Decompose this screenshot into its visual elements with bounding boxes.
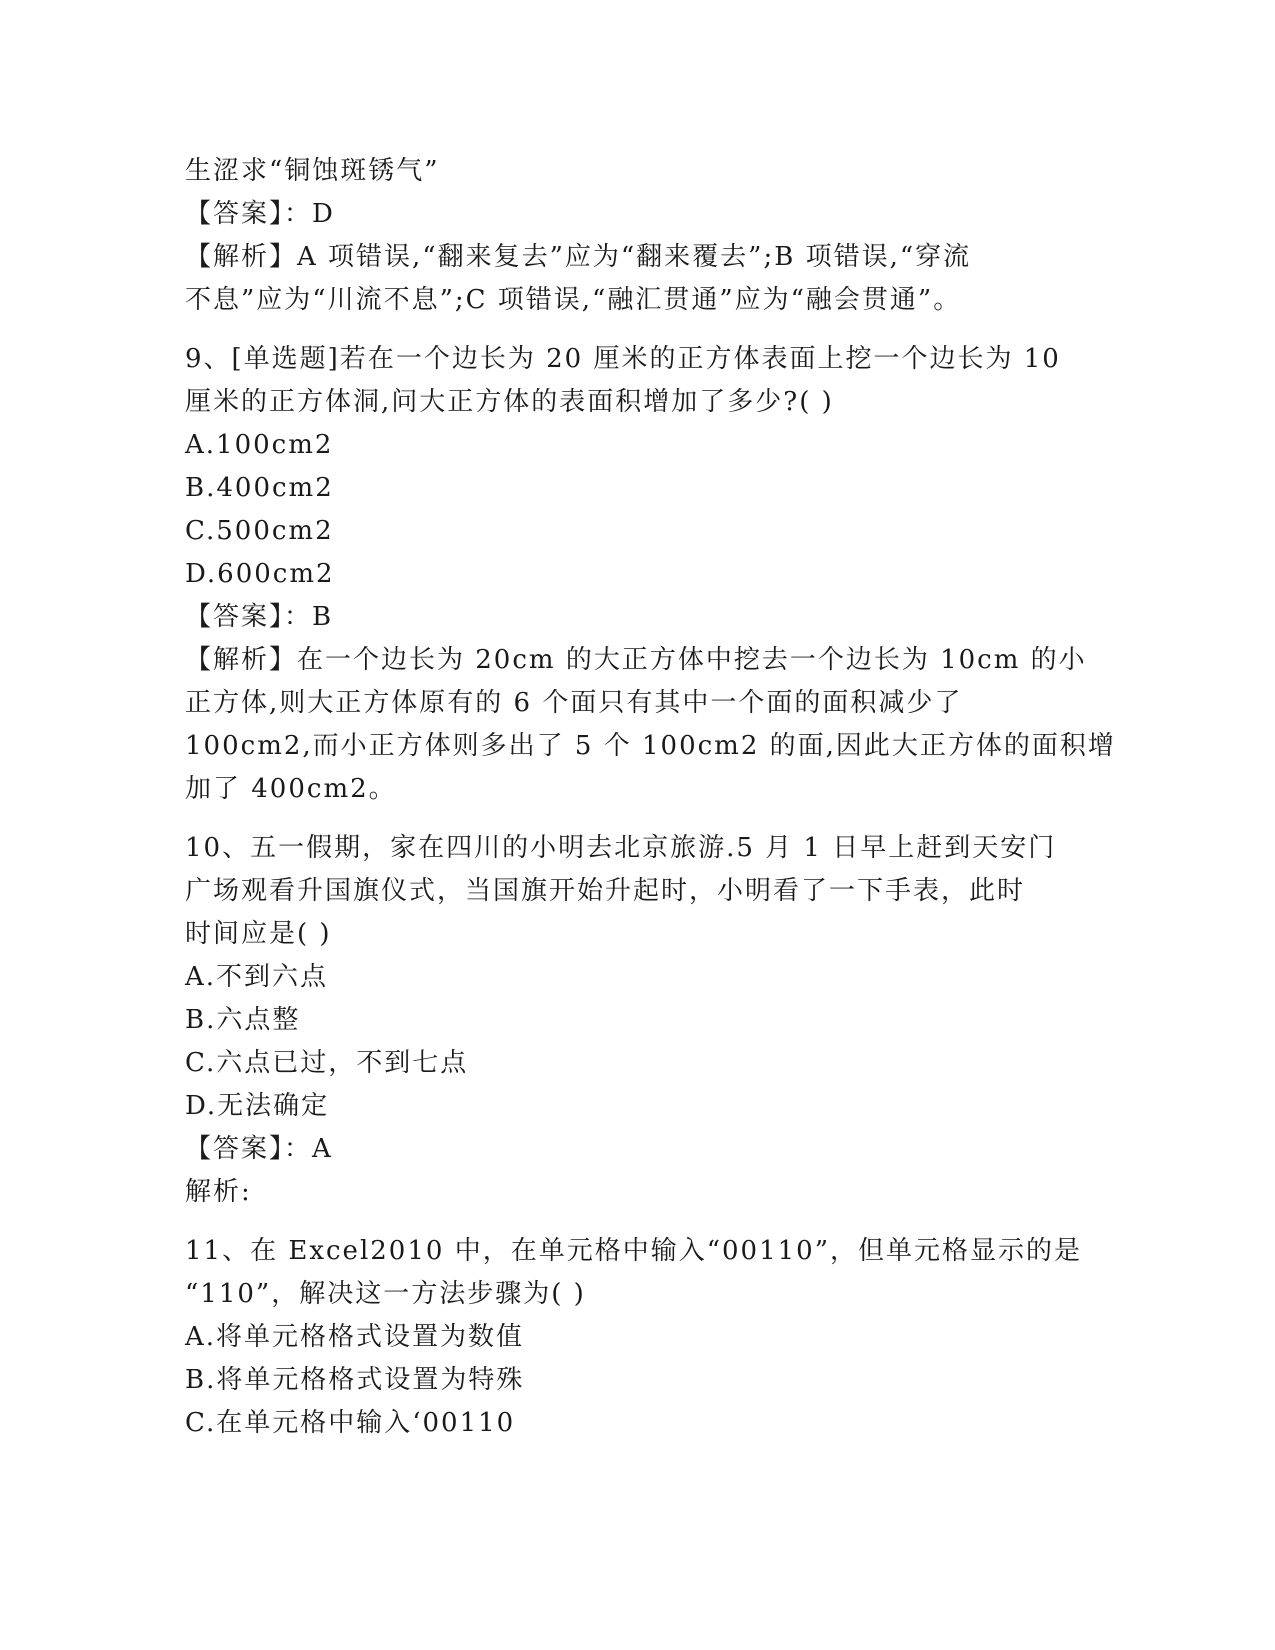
question-10-option-c: C.六点已过，不到七点 — [185, 1048, 469, 1078]
question-9-answer: 【答案】：B — [185, 602, 334, 632]
question-10-stem-line: 10、五一假期，家在四川的小明去北京旅游.5 月 1 日早上赶到天安门 — [185, 833, 1057, 863]
question-10-answer: 【答案】：A — [185, 1134, 333, 1164]
question-11-option-a: A.将单元格格式设置为数值 — [185, 1322, 525, 1352]
question-9-stem-line: 9、[单选题]若在一个边长为 20 厘米的正方体表面上挖一个边长为 10 — [185, 344, 1061, 374]
question-10 — [185, 827, 1085, 1214]
question-9-option-a: A.100cm2 — [185, 430, 334, 460]
question-10-stem-line: 时间应是( ) — [185, 919, 332, 949]
question-9-option-d: D.600cm2 — [185, 559, 335, 589]
question-10-option-b: B.六点整 — [185, 1005, 301, 1035]
question-10-option-a: A.不到六点 — [185, 962, 329, 992]
question-10-analysis: 解析: — [185, 1177, 252, 1207]
question-9-analysis-line: 100cm2,而小正方体则多出了 5 个 100cm2 的面,因此大正方体的面积增 — [185, 731, 1116, 761]
question-8-answer: 【答案】：D — [185, 199, 335, 229]
question-9-option-b: B.400cm2 — [185, 473, 334, 503]
question-11-stem-line: 11、在 Excel2010 中，在单元格中输入“00110”，但单元格显示的是 — [185, 1236, 1082, 1266]
question-9 — [185, 338, 1116, 811]
question-9-option-c: C.500cm2 — [185, 516, 334, 546]
question-9-analysis-line: 【解析】在一个边长为 20cm 的大正方体中挖去一个边长为 10cm 的小 — [185, 645, 1087, 675]
question-11-option-b: B.将单元格格式设置为特殊 — [185, 1365, 525, 1395]
question-10-stem-line: 广场观看升国旗仪式，当国旗开始升起时，小明看了一下手表，此时 — [185, 876, 1026, 906]
question-9-analysis-line: 正方体,则大正方体原有的 6 个面只有其中一个面的面积减少了 — [185, 688, 963, 718]
document-page — [185, 150, 1116, 1445]
question-9-analysis-line: 加了 400cm2。 — [185, 774, 397, 804]
question-10-option-d: D.无法确定 — [185, 1091, 330, 1121]
question-11-option-c: C.在单元格中输入‘00110 — [185, 1408, 516, 1438]
question-8-analysis-line: 不息”应为“川流不息”;C 项错误,“融汇贯通”应为“融会贯通”。 — [185, 285, 962, 315]
question-8-tail — [185, 150, 1085, 322]
question-8-analysis-line: 【解析】A 项错误,“翻来复去”应为“翻来覆去”;B 项错误,“穿流 — [185, 242, 972, 272]
question-8-text-tail: 生涩求“铜蚀斑锈气” — [185, 156, 440, 186]
question-11-stem-line: “110”，解决这一方法步骤为( ) — [185, 1279, 586, 1309]
question-11 — [185, 1230, 1085, 1445]
question-9-stem-line: 厘米的正方体洞,问大正方体的表面积增加了多少?( ) — [185, 387, 834, 417]
